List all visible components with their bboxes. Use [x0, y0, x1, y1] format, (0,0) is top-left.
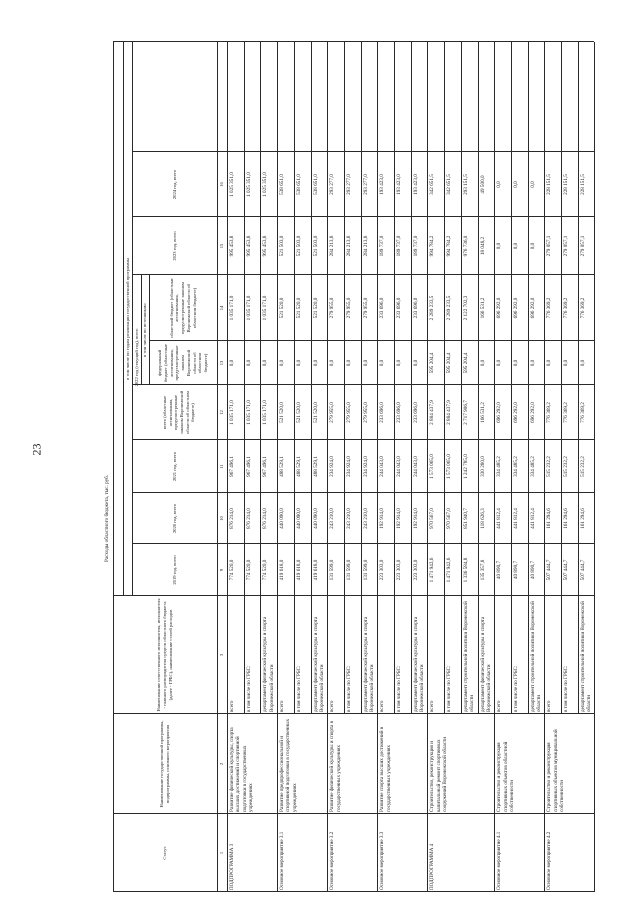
table-cell: 279 955,0 — [362, 402, 369, 423]
row-status: ПОДПРОГРАММА 3 — [229, 843, 235, 890]
table-cell: 1 242 785,0 — [462, 454, 469, 479]
column-number: 3 — [219, 653, 225, 657]
table-cell: 976 736,0 — [462, 235, 469, 257]
table-cell: 40 890,7 — [529, 560, 536, 580]
row-executor: департамент строительной политики Воронежской области — [462, 601, 476, 712]
table-cell: 0,0 — [496, 359, 503, 367]
table-cell: 521 520,0 — [279, 297, 286, 319]
header-line — [141, 275, 142, 385]
column-header-y2022_all: всего (областные ассигнования, предусмотренные законом Воронежской области об областном бюджете) — [161, 390, 196, 435]
row-executor: департамент физической культуры и спорта Воронежской области — [479, 616, 492, 712]
table-cell: 18 048,2 — [479, 236, 486, 256]
table-cell: 538 651,0 — [279, 174, 286, 195]
table-cell: 440 090,0 — [312, 508, 319, 529]
row-divider — [294, 42, 295, 714]
table-cell: 696 292,0 — [512, 297, 519, 319]
table-cell: 440 090,0 — [295, 508, 302, 529]
column-number: 12 — [219, 410, 225, 415]
row-status: ПОДПРОГРАММА 4 — [429, 843, 436, 890]
row-executor: в том числе по ГРБС: — [396, 665, 402, 712]
table-cell: 774 520,0 — [262, 559, 269, 581]
table-cell: 967 496,1 — [262, 456, 269, 477]
table-cell: 234 924,0 — [362, 456, 369, 477]
row-status: Основное мероприятие 3.2 — [329, 831, 336, 890]
table-cell: 995 453,8 — [229, 235, 235, 257]
table-caption: Расходы областного бюджета, тыс. руб. — [104, 474, 110, 562]
table-cell: 233 696,0 — [396, 402, 402, 423]
table-cell: 521 503,0 — [295, 235, 302, 257]
table-cell: 0,0 — [329, 359, 336, 367]
table-cell: 419 618,0 — [312, 559, 319, 581]
table-cell: 2 717 906,7 — [462, 400, 469, 425]
table-cell: 521 520,0 — [295, 297, 302, 319]
row-executor: всего — [279, 700, 286, 712]
table-cell: 40 890,7 — [512, 560, 519, 580]
row-divider — [561, 42, 562, 714]
column-number: 1 — [219, 851, 225, 855]
row-executor: департамент строительной политики Воронежской области — [529, 601, 542, 712]
column-header-y2023: 2023 год, всего — [171, 231, 177, 261]
header-2022: 2022 год (текущий год), всего — [133, 328, 139, 387]
table-cell: 507 444,7 — [546, 559, 553, 581]
group-divider — [544, 42, 545, 892]
row-divider — [578, 42, 579, 714]
column-number: 14 — [219, 305, 225, 311]
header-sources: в том числе по источникам: — [142, 303, 148, 357]
column-line — [113, 891, 594, 892]
table-cell: 0,0 — [312, 359, 319, 367]
column-line — [113, 595, 594, 596]
column-number: 16 — [219, 182, 225, 187]
table-cell: 223 303,0 — [396, 559, 402, 581]
column-header-y2022_reg: областной бюджет (областные ассигнования, предусмотренные законом Воронежской области об областном бюджете) — [168, 278, 197, 338]
table-cell: 2 884 437,9 — [446, 400, 453, 425]
table-cell: 0,0 — [262, 359, 269, 367]
table-cell: 776 369,2 — [563, 297, 569, 319]
table-cell: 2 289 233,5 — [429, 295, 436, 321]
group-divider — [277, 42, 278, 892]
column-line — [132, 439, 594, 440]
column-header-y2024: 2024 год, всего — [171, 169, 177, 200]
row-status: Основное мероприятие 4.2 — [546, 831, 553, 890]
header-line — [149, 275, 150, 385]
table-cell: 595 204,4 — [429, 352, 436, 374]
table-cell: 776 369,2 — [579, 297, 586, 319]
column-number: 13 — [219, 360, 225, 366]
row-executor: в том числе по ГРБС: — [295, 665, 302, 712]
table-cell: 284 213,8 — [345, 235, 352, 257]
table-cell: 279 955,0 — [329, 297, 336, 319]
table-cell: 243 210,0 — [345, 508, 352, 529]
table-cell: 994 784,2 — [429, 235, 436, 257]
table-cell: 279 955,0 — [345, 402, 352, 423]
table-cell: 995 453,8 — [245, 235, 252, 257]
row-divider — [478, 42, 479, 714]
column-number: 15 — [219, 243, 225, 249]
table-cell: 488 529,1 — [279, 456, 286, 477]
row-name: Развитие предпрофессиональной и спортивной подготовки в государственных учреждениях — [279, 718, 298, 812]
row-status: Основное мероприятие 3.1 — [279, 831, 286, 890]
table-cell: 244 043,0 — [396, 456, 402, 477]
group-divider — [594, 42, 595, 892]
table-cell: 441 812,4 — [496, 508, 503, 529]
table-cell: 334 485,2 — [529, 456, 536, 477]
row-divider — [311, 42, 312, 714]
table-cell: 515 232,2 — [579, 456, 586, 477]
column-header-y2019: 2019 год, всего — [171, 555, 177, 585]
table-cell: 243 210,0 — [362, 508, 369, 529]
table-cell: 131 599,0 — [345, 559, 352, 581]
column-number: 2 — [219, 762, 225, 766]
table-cell: 2 122 702,3 — [462, 295, 469, 321]
table-cell: 521 520,0 — [295, 402, 302, 423]
table-cell: 161 294,6 — [563, 508, 569, 529]
table-cell: 131 599,0 — [329, 559, 336, 581]
header-by-years: в том числе по годам реализации государственной программы — [124, 258, 130, 380]
table-cell: 851 940,7 — [462, 508, 469, 529]
table-cell: 440 090,0 — [279, 508, 286, 529]
table-cell: 507 444,7 — [563, 559, 569, 581]
table-cell: 1 025 351,0 — [229, 172, 235, 197]
row-name: Строительство, реконструкция и капитальный ремонт спортивных сооружений Воронежской области — [429, 737, 449, 812]
table-cell: 0,0 — [496, 181, 503, 188]
table-cell: 0,0 — [579, 359, 586, 367]
table-cell: 279 955,0 — [345, 297, 352, 319]
table-cell: 2 884 437,9 — [429, 400, 436, 425]
table-cell: 192 914,0 — [379, 508, 386, 529]
table-cell: 244 043,0 — [412, 456, 419, 477]
table-cell: 0,0 — [529, 359, 536, 367]
border-top — [113, 42, 114, 892]
group-divider — [427, 42, 428, 892]
table-cell: 0,0 — [279, 359, 286, 367]
group-divider — [494, 42, 495, 892]
table-cell: 696 292,0 — [496, 402, 503, 423]
table-cell: 1 035 171,0 — [245, 295, 252, 321]
table-cell: 1 035 171,0 — [262, 400, 269, 425]
table-cell: 776 369,2 — [563, 402, 569, 423]
table-cell: 293 277,0 — [329, 174, 336, 195]
table-cell: 334 485,2 — [496, 456, 503, 477]
table-cell: 293 151,5 — [462, 174, 469, 195]
column-line — [132, 492, 594, 493]
table-cell: 776 369,2 — [546, 297, 553, 319]
table-cell: 131 599,0 — [362, 559, 369, 581]
table-cell: 2 289 233,5 — [446, 295, 453, 321]
table-cell: 0,0 — [529, 242, 536, 250]
column-number: 10 — [219, 516, 225, 521]
table-cell: 193 423,0 — [396, 174, 402, 195]
row-divider — [511, 42, 512, 714]
table-cell: 0,0 — [245, 359, 252, 367]
row-executor: всего — [379, 700, 386, 712]
table-cell: 118 626,3 — [479, 508, 486, 529]
table-cell: 284 213,8 — [329, 235, 336, 257]
table-cell: 876 214,0 — [262, 508, 269, 529]
table-cell: 419 618,0 — [295, 559, 302, 581]
table-cell: 279 057,1 — [579, 235, 586, 257]
row-executor: департамент физической культуры и спорта Воронежской области — [362, 616, 375, 712]
table-cell: 223 303,0 — [379, 559, 386, 581]
row-executor: в том числе по ГРБС: — [563, 665, 569, 712]
table-cell: 189 737,0 — [379, 235, 386, 257]
header-line — [227, 42, 228, 892]
table-cell: 0,0 — [496, 242, 503, 250]
table-cell: 233 696,0 — [412, 402, 419, 423]
row-executor: в том числе по ГРБС: — [345, 665, 352, 712]
row-divider — [411, 42, 412, 714]
row-name: Строительство и реконструкция спортивных объектов муниципальной собственности — [546, 729, 566, 812]
row-executor: всего — [329, 700, 336, 712]
table-cell: 1 573 065,0 — [429, 454, 436, 479]
table-cell: 776 369,2 — [546, 402, 553, 423]
table-cell: 521 503,0 — [279, 235, 286, 257]
column-line — [132, 151, 594, 152]
table-cell: 967 496,1 — [229, 456, 235, 477]
table-cell: 234 924,0 — [345, 456, 352, 477]
table-cell: 0,0 — [229, 359, 235, 367]
table-cell: 233 696,0 — [412, 297, 419, 319]
row-executor: всего — [546, 700, 553, 712]
header-line — [217, 42, 218, 892]
table-cell: 521 520,0 — [312, 297, 319, 319]
table-cell: 696 292,0 — [529, 402, 536, 423]
table-cell: 228 151,5 — [563, 174, 569, 195]
table-cell: 193 423,0 — [379, 174, 386, 195]
table-cell: 243 210,0 — [329, 508, 336, 529]
column-header-y2021: 2021 год, всего — [171, 451, 177, 482]
row-name: Развитие спорта высших достижений в государственных учреждениях — [379, 726, 392, 812]
row-executor: в том числе по ГРБС: — [245, 665, 252, 712]
column-number: 9 — [219, 568, 225, 572]
table-cell: 49 500,0 — [479, 175, 486, 194]
table-cell: 776 369,2 — [579, 402, 586, 423]
table-cell: 189 737,0 — [412, 235, 419, 257]
table-cell: 228 151,5 — [546, 174, 553, 195]
table-cell: 279 955,0 — [329, 402, 336, 423]
row-status: Основное мероприятие 4.1 — [496, 831, 503, 890]
row-name: Строительство и реконструкция спортивных объектов областной собственности — [496, 741, 515, 812]
table-cell: 193 423,0 — [412, 174, 419, 195]
table-cell: 876 214,0 — [229, 508, 235, 529]
row-name: Развитие физической культуры и спорта в государственных учреждениях — [329, 720, 342, 812]
table-cell: 342 651,5 — [446, 174, 453, 195]
group-divider — [327, 42, 328, 892]
table-cell: 995 453,8 — [262, 235, 269, 257]
table-cell: 0,0 — [295, 359, 302, 367]
table-cell: 293 277,0 — [345, 174, 352, 195]
row-executor: всего — [229, 700, 235, 712]
table-cell: 189 737,0 — [396, 235, 402, 257]
column-line — [132, 384, 594, 385]
table-cell: 1 471 942,6 — [429, 557, 436, 583]
column-line — [132, 216, 594, 217]
rotated-budget-table — [104, 42, 605, 892]
table-cell: 0,0 — [379, 359, 386, 367]
header-line — [123, 42, 124, 596]
table-cell: 0,0 — [479, 359, 486, 367]
table-cell: 233 696,0 — [379, 297, 386, 319]
row-name: Развитие физической культуры, спорта высших достижений и спортивной подготовки в государственных учреждениях — [229, 727, 255, 812]
table-cell: 0,0 — [345, 359, 352, 367]
table-cell: 342 651,5 — [429, 174, 436, 195]
table-cell: 994 784,2 — [446, 235, 453, 257]
table-cell: 970 567,0 — [429, 508, 436, 529]
row-divider — [444, 42, 445, 714]
budget-table — [113, 42, 605, 892]
table-cell: 192 914,0 — [396, 508, 402, 529]
table-cell: 330 280,0 — [479, 456, 486, 477]
table-cell: 1 471 942,6 — [446, 557, 453, 583]
table-cell: 696 292,0 — [529, 297, 536, 319]
column-line — [149, 340, 594, 341]
column-header-y2020: 2020 год, всего — [171, 503, 177, 534]
table-cell: 595 204,4 — [462, 352, 469, 374]
column-header-y2022_fed: федеральный бюджет (областные ассигнования, предусмотренные законом Воронежской области об областном бюджете) — [157, 343, 209, 383]
table-cell: 1 035 171,0 — [245, 400, 252, 425]
row-executor: департамент строительной политики Воронежской области — [579, 601, 593, 712]
table-cell: 538 651,0 — [295, 174, 302, 195]
table-cell: 696 292,0 — [496, 297, 503, 319]
column-line — [113, 813, 594, 814]
table-cell: 279 057,1 — [563, 235, 569, 257]
table-cell: 0,0 — [529, 181, 536, 188]
table-cell: 279 955,0 — [362, 297, 369, 319]
table-cell: 0,0 — [512, 181, 519, 188]
table-cell: 696 292,0 — [512, 402, 519, 423]
table-cell: 0,0 — [512, 359, 519, 367]
row-executor: департамент физической культуры и спорта Воронежской области — [312, 616, 325, 712]
column-line — [132, 543, 594, 544]
table-cell: 774 520,0 — [245, 559, 252, 581]
table-cell: 279 057,1 — [546, 235, 553, 257]
table-cell: 515 232,2 — [546, 456, 553, 477]
table-cell: 538 651,0 — [312, 174, 319, 195]
table-cell: 1 035 171,0 — [262, 295, 269, 321]
table-cell: 774 520,0 — [229, 559, 235, 581]
table-cell: 1 035 171,0 — [229, 295, 235, 321]
table-cell: 244 043,0 — [379, 456, 386, 477]
column-header-name: Наименование государственной программы, подпрограммы, основного мероприятия — [159, 720, 170, 808]
table-cell: 521 503,0 — [312, 235, 319, 257]
column-number: 11 — [219, 464, 225, 469]
row-executor: департамент физической культуры и спорта Воронежской области — [412, 616, 426, 712]
table-cell: 0,0 — [512, 242, 519, 250]
group-divider — [377, 42, 378, 892]
header-line — [132, 42, 133, 596]
table-cell: 521 520,0 — [312, 402, 319, 423]
row-executor: в том числе по ГРБС: — [446, 665, 453, 712]
table-cell: 334 485,2 — [512, 456, 519, 477]
table-cell: 521 520,0 — [279, 402, 286, 423]
column-header-status: Статус — [162, 846, 168, 860]
table-cell: 507 444,7 — [579, 559, 586, 581]
table-cell: 441 812,4 — [512, 508, 519, 529]
row-executor: всего — [496, 700, 503, 712]
table-cell: 1 336 584,8 — [462, 557, 469, 583]
table-cell: 223 303,0 — [412, 559, 419, 581]
row-executor: департамент физической культуры и спорта Воронежской области — [262, 616, 275, 712]
row-executor: всего — [429, 700, 436, 712]
row-divider — [461, 42, 462, 714]
table-cell: 293 277,0 — [362, 174, 369, 195]
row-divider — [344, 42, 345, 714]
table-cell: 488 529,1 — [312, 456, 319, 477]
table-cell: 1 035 171,0 — [229, 400, 235, 425]
table-cell: 161 294,6 — [546, 508, 553, 529]
table-cell: 0,0 — [563, 359, 569, 367]
table-cell: 135 357,8 — [479, 559, 486, 581]
table-cell: 0,0 — [396, 359, 402, 367]
table-cell: 166 531,2 — [479, 297, 486, 319]
table-cell: 0,0 — [412, 359, 419, 367]
row-divider — [394, 42, 395, 714]
table-cell: 967 496,1 — [245, 456, 252, 477]
table-cell: 228 151,5 — [579, 174, 586, 195]
table-cell: 876 214,0 — [245, 508, 252, 529]
table-cell: 233 696,0 — [379, 402, 386, 423]
table-cell: 192 914,0 — [412, 508, 419, 529]
table-cell: 515 232,2 — [563, 456, 569, 477]
column-header-executor: Наименование ответственного исполнителя, исполнителя - главного распорядителя средств областного бюджета (далее - ГРБС), наименование статей расходов — [156, 598, 173, 712]
table-cell: 441 812,4 — [529, 508, 536, 529]
table-cell: 419 618,0 — [279, 559, 286, 581]
table-cell: 970 567,0 — [446, 508, 453, 529]
row-divider — [260, 42, 261, 714]
table-cell: 488 529,1 — [295, 456, 302, 477]
table-cell: 234 924,0 — [329, 456, 336, 477]
row-status: Основное мероприятие 3.3 — [379, 831, 386, 890]
table-cell: 284 213,8 — [362, 235, 369, 257]
table-cell: 0,0 — [546, 359, 553, 367]
table-cell: 0,0 — [362, 359, 369, 367]
page-number: 23 — [29, 443, 44, 456]
row-divider — [361, 42, 362, 714]
row-divider — [244, 42, 245, 714]
column-line — [132, 274, 594, 275]
table-cell: 161 294,6 — [579, 508, 586, 529]
row-executor: в том числе по ГРБС: — [512, 665, 519, 712]
column-line — [113, 41, 594, 42]
table-cell: 233 696,0 — [396, 297, 402, 319]
table-cell: 166 531,2 — [479, 402, 486, 423]
table-cell: 1 573 065,0 — [446, 454, 453, 479]
table-cell: 40 890,7 — [496, 560, 503, 580]
column-line — [113, 713, 594, 714]
table-cell: 595 204,4 — [446, 352, 453, 374]
table-cell: 1 025 351,0 — [262, 172, 269, 197]
table-cell: 1 025 351,0 — [245, 172, 252, 197]
row-divider — [528, 42, 529, 714]
